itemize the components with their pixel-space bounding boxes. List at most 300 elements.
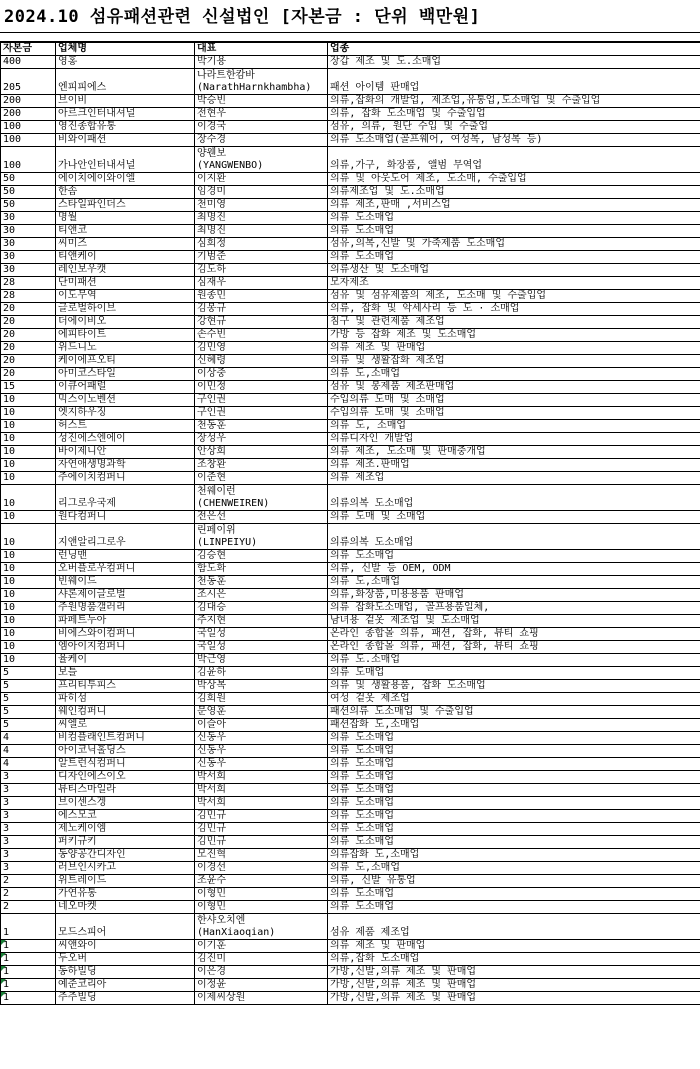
cell-capital: 28 [1,277,56,290]
representative-name: 김진미 [197,953,226,964]
cell-capital: 20 [1,368,56,381]
table-row [1,615,700,628]
cell-capital: 30 [1,225,56,238]
representative-name: 주지현 [197,615,226,626]
cell-capital: 2 [1,875,56,888]
representative-name: 이경국 [197,121,226,132]
header-capital: 자본금 [1,43,56,56]
cell-representative [195,628,328,641]
cell-capital: 4 [1,758,56,771]
cell-business: 의류 도소매업 [328,745,700,758]
representative-name: 박서희 [197,784,226,795]
cell-business: 여성 겉옷 제조업 [328,693,700,706]
cell-representative [195,524,328,550]
representative-name: 박기용 [197,56,226,67]
table-row [1,225,700,238]
cell-business: 의류제조업 및 도.소매업 [328,186,700,199]
cell-company: 파히섬 [56,693,195,706]
table-row [1,316,700,329]
cell-representative [195,511,328,524]
table-row [1,420,700,433]
cell-representative [195,420,328,433]
cell-business: 의류 제조, 도소매 및 판매중개업 [328,446,700,459]
representative-name: 강현규 [197,316,226,327]
cell-company: 두오버 [56,953,195,966]
representative-name: 국일성 [197,628,226,639]
table-row [1,251,700,264]
cell-representative [195,901,328,914]
representative-name: 박승빈 [197,95,226,106]
cell-capital: 15 [1,381,56,394]
table-row [1,641,700,654]
cell-company: 프리티투피스 [56,680,195,693]
table-row [1,173,700,186]
representative-name: 이경선 [197,862,226,873]
cell-company: 율케이 [56,654,195,667]
table-row [1,888,700,901]
cell-capital: 205 [1,69,56,95]
cell-representative [195,394,328,407]
cell-capital: 4 [1,732,56,745]
cell-company: 알트런식컴퍼니 [56,758,195,771]
cell-representative [195,758,328,771]
cell-representative [195,979,328,992]
cell-representative [195,147,328,173]
representative-name: 심희정 [197,238,226,249]
representative-name: 이민정 [197,381,226,392]
cell-business: 장갑 제조 및 도.소매업 [328,56,700,69]
cell-capital: 30 [1,238,56,251]
cell-representative [195,485,328,511]
cell-capital: 10 [1,628,56,641]
table-row [1,108,700,121]
cell-business: 의류 도,소매업 [328,576,700,589]
cell-business: 의류 및 아웃도어 제조, 도소매, 수출입업 [328,173,700,186]
cell-representative [195,940,328,953]
representative-romanized: (YANGWENBO) [197,160,264,171]
cell-company: 주에이치컴퍼니 [56,472,195,485]
cell-representative [195,173,328,186]
cell-representative [195,953,328,966]
representative-romanized: (LINPEIYU) [197,537,258,548]
cell-capital: 1 [1,914,56,940]
cell-representative [195,264,328,277]
cell-representative [195,719,328,732]
cell-representative [195,186,328,199]
cell-representative [195,849,328,862]
cell-representative [195,966,328,979]
header-business: 업종 [328,43,700,56]
cell-representative [195,914,328,940]
cell-representative [195,381,328,394]
cell-business: 패션 아이템 판매업 [328,69,700,95]
cell-representative [195,407,328,420]
cell-representative [195,212,328,225]
cell-company: 성진에스엔에이 [56,433,195,446]
cell-representative [195,433,328,446]
cell-company: 글로벌하이브 [56,303,195,316]
representative-name: 이슬아 [197,719,226,730]
cell-business: 침구 및 관련제품 제조업 [328,316,700,329]
cell-company: 디자인에스이오 [56,771,195,784]
cell-capital: 50 [1,186,56,199]
cell-company: 보틀 [56,667,195,680]
cell-capital: 1 [1,940,56,953]
cell-capital: 10 [1,641,56,654]
table-row [1,784,700,797]
table-row [1,563,700,576]
table-row [1,745,700,758]
cell-capital: 3 [1,849,56,862]
cell-company: 케이에프오티 [56,355,195,368]
representative-name: 천동훈 [197,420,226,431]
cell-business: 의류디자인 개발업 [328,433,700,446]
cell-company: 씨앤와이 [56,940,195,953]
representative-name: 신동우 [197,732,226,743]
representative-name: 김윤하 [197,667,226,678]
cell-company: 오버플로우컴퍼니 [56,563,195,576]
cell-business: 가방,신발,의류 제조 및 판매업 [328,992,700,1005]
table-row [1,69,700,95]
representative-name: 안상희 [197,446,226,457]
cell-representative [195,368,328,381]
cell-capital: 28 [1,290,56,303]
cell-business: 의류 도소매업 [328,784,700,797]
table-row [1,446,700,459]
representative-name: 함도화 [197,563,226,574]
cell-business: 패션잡화 도,소매업 [328,719,700,732]
cell-representative [195,69,328,95]
representative-name: 김민규 [197,823,226,834]
table-row [1,342,700,355]
cell-capital: 10 [1,511,56,524]
cell-business: 의류,잡화 도소매업 [328,953,700,966]
table-row [1,277,700,290]
representative-name: 이지환 [197,173,226,184]
table-row [1,966,700,979]
cell-capital: 5 [1,706,56,719]
cell-business: 의류, 잡화 도소매업 및 수출입업 [328,108,700,121]
header-representative: 대표 [195,43,328,56]
cell-representative [195,472,328,485]
cell-capital: 10 [1,615,56,628]
cell-capital: 1 [1,953,56,966]
representative-name: 천동훈 [197,576,226,587]
cell-representative [195,771,328,784]
cell-company: 가나안인터내셔널 [56,147,195,173]
cell-capital: 1 [1,979,56,992]
cell-business: 가방 등 잡화 제조 및 도소매업 [328,329,700,342]
cell-capital: 50 [1,173,56,186]
cell-capital: 20 [1,316,56,329]
cell-capital: 20 [1,329,56,342]
company-table [0,42,700,1005]
cell-company: 예준코리아 [56,979,195,992]
cell-company: 주주빌딩 [56,992,195,1005]
cell-capital: 5 [1,667,56,680]
representative-name: 장수경 [197,134,226,145]
cell-business: 의류 도소매업 [328,212,700,225]
cell-company: 브이센스겡 [56,797,195,810]
cell-business: 의류 도소매업 [328,888,700,901]
table-row [1,901,700,914]
cell-representative [195,732,328,745]
cell-business: 의류잡화 도,소매업 [328,849,700,862]
representative-name: 나라트한캄바 [197,70,255,81]
cell-company: 러브인시카고 [56,862,195,875]
cell-representative [195,355,328,368]
cell-company: 에스모코 [56,810,195,823]
cell-business: 섬유 및 봉제품 제조판매업 [328,381,700,394]
cell-company: 바이제니안 [56,446,195,459]
cell-company: 모드스피어 [56,914,195,940]
table-row [1,485,700,511]
cell-company: 에이치에이와이엘 [56,173,195,186]
cell-business: 의류, 잡화 및 악세사리 등 도 · 소매업 [328,303,700,316]
cell-business: 의류 도소매업 [328,836,700,849]
cell-company: 이도무역 [56,290,195,303]
cell-company: 위트레이드 [56,875,195,888]
table-row [1,407,700,420]
representative-name: 이준현 [197,472,226,483]
table-row [1,732,700,745]
representative-name: 린페이위 [197,525,236,536]
table-row [1,134,700,147]
cell-company: 런닝맨 [56,550,195,563]
cell-business: 의류 및 생활용품, 잡화 도소매업 [328,680,700,693]
cell-business: 의류 제조,판매 ,서비스업 [328,199,700,212]
table-row [1,849,700,862]
cell-representative [195,862,328,875]
table-row [1,303,700,316]
cell-capital: 1 [1,992,56,1005]
table-row [1,693,700,706]
cell-company: 레인보우캣 [56,264,195,277]
cell-business: 의류 제조.판매업 [328,459,700,472]
cell-representative [195,693,328,706]
representative-name: 이기훈 [197,940,226,951]
table-row [1,953,700,966]
cell-company: 뷰티스마일라 [56,784,195,797]
cell-representative [195,56,328,69]
cell-company: 더에이비오 [56,316,195,329]
representative-name: 전은선 [197,511,226,522]
cell-capital: 3 [1,771,56,784]
cell-representative [195,251,328,264]
representative-name: 원종민 [197,290,226,301]
cell-representative [195,745,328,758]
cell-representative [195,576,328,589]
table-row [1,355,700,368]
cell-representative [195,836,328,849]
cell-capital: 3 [1,823,56,836]
cell-business: 섬유 및 섬유제품의 제조, 도소매 및 수출입업 [328,290,700,303]
cell-company: 가연유통 [56,888,195,901]
cell-business: 의류, 신발 유통업 [328,875,700,888]
cell-capital: 20 [1,355,56,368]
table-row [1,368,700,381]
cell-capital: 10 [1,407,56,420]
cell-company: 빈웨이드 [56,576,195,589]
cell-company: 티앤케이 [56,251,195,264]
representative-name: 신혜령 [197,355,226,366]
cell-representative [195,667,328,680]
representative-name: 조창환 [197,459,226,470]
cell-representative [195,563,328,576]
table-row [1,771,700,784]
table-row [1,238,700,251]
representative-name: 김희원 [197,693,226,704]
table-row [1,459,700,472]
cell-business: 가방,신발,의류 제조 및 판매업 [328,966,700,979]
cell-capital: 10 [1,563,56,576]
cell-company: 엠아이지컴퍼니 [56,641,195,654]
cell-business: 의류,잡화의 개발업, 제조업,유통업,도소매업 및 수출입업 [328,95,700,108]
cell-representative [195,95,328,108]
cell-company: 샤론제이글로벌 [56,589,195,602]
cell-representative [195,316,328,329]
representative-name: 기범준 [197,251,226,262]
cell-business: 의류,가구, 화장품, 앨범 무역업 [328,147,700,173]
cell-business: 의류 도소매업 [328,550,700,563]
table-row [1,290,700,303]
cell-representative [195,615,328,628]
representative-name: 손수빈 [197,329,226,340]
table-row [1,550,700,563]
cell-representative [195,823,328,836]
cell-capital: 3 [1,797,56,810]
representative-name: 조윤수 [197,875,226,886]
cell-capital: 200 [1,95,56,108]
table-row [1,836,700,849]
table-row [1,472,700,485]
cell-business: 의류 잡화도소매업, 골프용품일체, [328,602,700,615]
representative-name: 신동우 [197,758,226,769]
table-row [1,680,700,693]
representative-name: 최명진 [197,212,226,223]
representative-name: 이제씨상원 [197,992,246,1003]
representative-name: 임경미 [197,186,226,197]
cell-company: 파페트누아 [56,615,195,628]
cell-capital: 3 [1,784,56,797]
table-row [1,862,700,875]
cell-business: 섬유 제품 제조업 [328,914,700,940]
cell-representative [195,784,328,797]
representative-name: 천미영 [197,199,226,210]
table-row [1,589,700,602]
cell-business: 의류 도,소매업 [328,862,700,875]
representative-name: 이은경 [197,966,226,977]
table-row [1,810,700,823]
cell-capital: 3 [1,836,56,849]
cell-company: 엣지하우징 [56,407,195,420]
table-row [1,433,700,446]
spacer-row [0,32,700,42]
cell-capital: 1 [1,966,56,979]
table-row [1,394,700,407]
cell-capital: 10 [1,472,56,485]
cell-representative [195,108,328,121]
cell-representative [195,654,328,667]
representative-name: 김민영 [197,342,226,353]
cell-capital: 5 [1,680,56,693]
table-row [1,992,700,1005]
page-title: 2024.10 섬유패션관련 신설법인 [자본금 : 단위 백만원] [4,7,481,27]
cell-representative [195,277,328,290]
cell-capital: 10 [1,602,56,615]
table-row [1,602,700,615]
representative-name: 박근영 [197,654,226,665]
cell-capital: 100 [1,147,56,173]
representative-name: 모진혁 [197,849,226,860]
cell-business: 의류 및 생활잡화 제조업 [328,355,700,368]
cell-business: 의류의복 도소매업 [328,485,700,511]
cell-company: 퍼키규키 [56,836,195,849]
cell-business: 의류 도소매업 [328,810,700,823]
cell-business: 의류의복 도소매업 [328,524,700,550]
cell-capital: 30 [1,212,56,225]
cell-company: 씨엘로 [56,719,195,732]
cell-company: 비에스와이컴퍼니 [56,628,195,641]
cell-capital: 30 [1,264,56,277]
table-row [1,667,700,680]
cell-business: 의류 도소매업 [328,758,700,771]
cell-business: 남녀용 겉옷 제조업 및 도소매업 [328,615,700,628]
cell-representative [195,134,328,147]
cell-business: 의류 도소매업 [328,251,700,264]
table-row [1,706,700,719]
cell-company: 믹스이노벤션 [56,394,195,407]
table-row [1,797,700,810]
cell-business: 의류 도.소매업 [328,654,700,667]
representative-name: 신동우 [197,745,226,756]
cell-business: 의류 도소매업 [328,901,700,914]
cell-company: 티앤코 [56,225,195,238]
cell-capital: 3 [1,810,56,823]
cell-company: 자연애생명과학 [56,459,195,472]
table-row [1,628,700,641]
table-row [1,264,700,277]
cell-error-marker-icon [1,966,6,971]
cell-business: 의류,화장품,미용용품 판매업 [328,589,700,602]
cell-representative [195,446,328,459]
table-row [1,381,700,394]
cell-business: 수입의류 도매 및 소매업 [328,394,700,407]
cell-representative [195,225,328,238]
cell-company: 브이비 [56,95,195,108]
cell-capital: 10 [1,576,56,589]
cell-representative [195,888,328,901]
representative-name: 양웬보 [197,148,226,159]
cell-business: 의류 도,소매업 [328,368,700,381]
cell-representative [195,550,328,563]
cell-company: 원다컴퍼니 [56,511,195,524]
cell-capital: 5 [1,693,56,706]
representative-name: 최명진 [197,225,226,236]
representative-name: 박서희 [197,797,226,808]
cell-business: 의류 도, 소매업 [328,420,700,433]
representative-name: 조시은 [197,589,226,600]
cell-capital: 10 [1,589,56,602]
cell-business: 의류 도소매업 [328,823,700,836]
cell-representative [195,706,328,719]
cell-company: 에피타이트 [56,329,195,342]
cell-capital: 100 [1,134,56,147]
cell-business: 의류 제조 및 판매업 [328,940,700,953]
cell-capital: 10 [1,394,56,407]
cell-company: 영홍 [56,56,195,69]
cell-business: 수입의류 도매 및 소매업 [328,407,700,420]
